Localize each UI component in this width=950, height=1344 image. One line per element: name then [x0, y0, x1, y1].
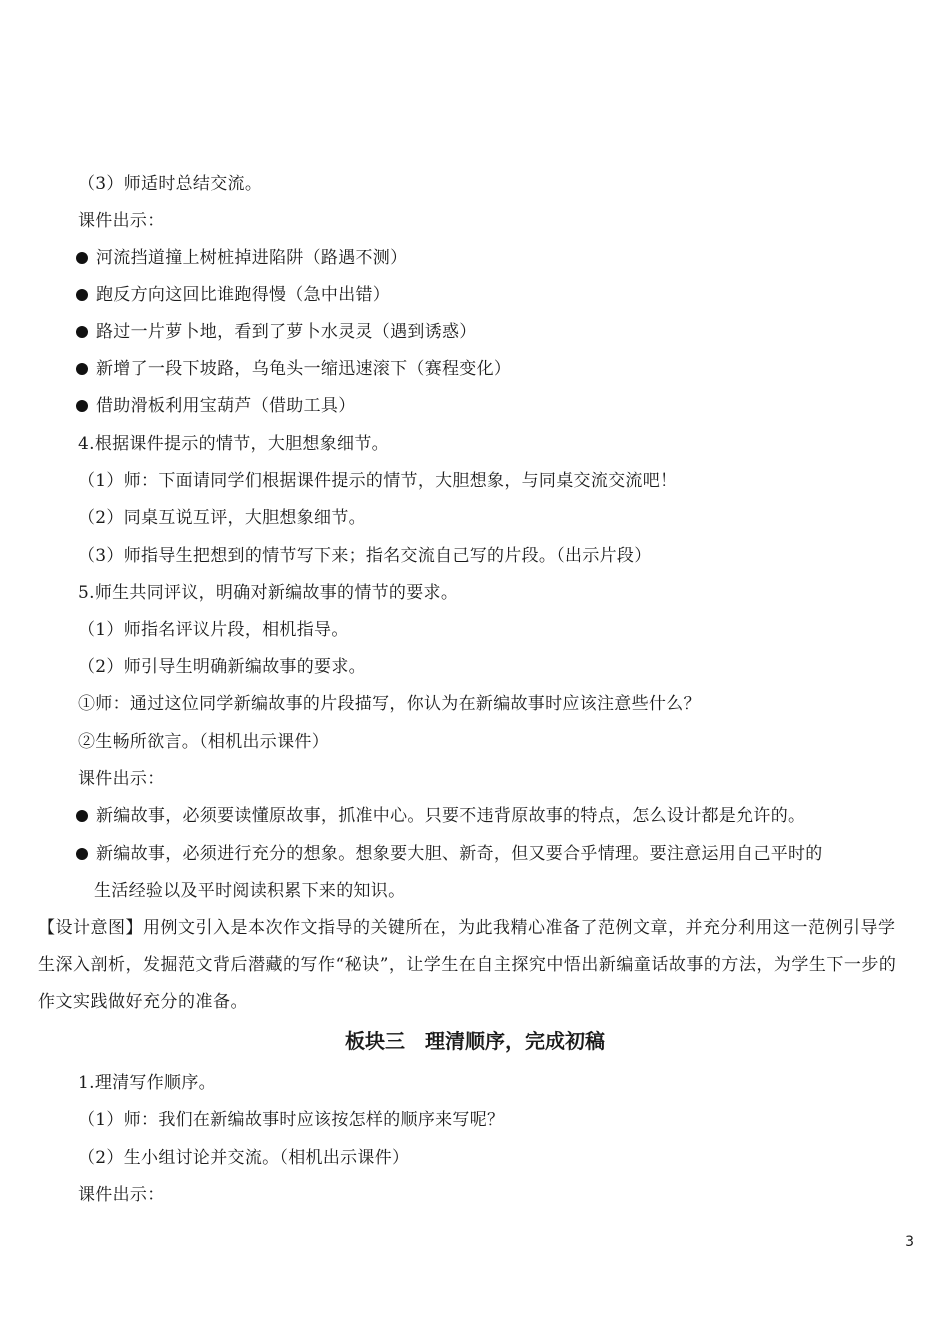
bullet-item	[76, 358, 511, 380]
bullet-text: 新编故事，必须进行充分的想象。想象要大胆、新奇，但又要合乎情理。要注意运用自己平时的	[96, 844, 823, 864]
text-line: ②生畅所欲言。（相机出示课件）	[78, 732, 329, 752]
text-line: （3）师指导生把想到的情节写下来；指名交流自己写的片段。（出示片段）	[78, 546, 652, 566]
text-line: （3）师适时总结交流。	[78, 174, 263, 194]
text-line: 1.理清写作顺序。	[78, 1073, 216, 1093]
bullet-text: 跑反方向这回比谁跑得慢（急中出错）	[96, 285, 391, 305]
text-line: 5.师生共同评议，明确对新编故事的情节的要求。	[78, 583, 459, 603]
bullet-text: 河流挡道撞上树桩掉进陷阱（路遇不测）	[96, 248, 408, 268]
bullet-text: 新编故事，必须要读懂原故事，抓准中心。只要不违背原故事的特点，怎么设计都是允许的。	[96, 806, 806, 826]
bullet-text: 新增了一段下坡路，乌龟头一缩迅速滚下（赛程变化）	[96, 359, 512, 379]
section-heading: 板块三 理清顺序，完成初稿	[345, 1029, 605, 1053]
text-line: 4.根据课件提示的情节，大胆想象细节。	[78, 434, 389, 454]
text-line: （2）同桌互说互评，大胆想象细节。	[78, 508, 366, 528]
bullet-item	[76, 395, 356, 417]
page-number: 3	[905, 1234, 914, 1250]
bullet-item	[76, 284, 390, 306]
text-line: 课件出示：	[78, 211, 165, 231]
bullet-icon	[76, 400, 88, 412]
text-line: （2）师引导生明确新编故事的要求。	[78, 657, 366, 677]
text-line: 课件出示：	[78, 1185, 165, 1205]
text-line: （1）师：我们在新编故事时应该按怎样的顺序来写呢？	[78, 1110, 505, 1130]
text-line: （2）生小组讨论并交流。（相机出示课件）	[78, 1148, 410, 1168]
text-line: ①师：通过这位同学新编故事的片段描写，你认为在新编故事时应该注意些什么？	[78, 694, 701, 714]
bullet-icon	[76, 363, 88, 375]
bullet-icon	[76, 810, 88, 822]
design-intent-paragraph: 【设计意图】用例文引入是本次作文指导的关键所在，为此我精心准备了范例文章，并充分利用这一范例引导学生深入剖析，发掘范文背后潜藏的写作“秘诀”，让学生在自主探究中悟出新编童话故事的方法，为学生下一步的作文实践做好充分的准备。	[38, 918, 897, 1012]
bullet-icon	[76, 848, 88, 860]
bullet-icon	[76, 252, 88, 264]
text-line: （1）师：下面请同学们根据课件提示的情节，大胆想象，与同桌交流交流吧！	[78, 471, 678, 491]
bullet-item	[76, 805, 805, 827]
bullet-text: 借助滑板利用宝葫芦（借助工具）	[96, 396, 356, 416]
bullet-continuation: 生活经验以及平时阅读积累下来的知识。	[94, 881, 406, 901]
text-line: （1）师指名评议片段，相机指导。	[78, 620, 349, 640]
bullet-item	[76, 247, 407, 269]
text-line: 课件出示：	[78, 769, 165, 789]
bullet-text: 路过一片萝卜地，看到了萝卜水灵灵（遇到诱惑）	[96, 322, 477, 342]
bullet-icon	[76, 326, 88, 338]
bullet-item	[76, 843, 823, 865]
bullet-item	[76, 321, 477, 343]
bullet-icon	[76, 289, 88, 301]
